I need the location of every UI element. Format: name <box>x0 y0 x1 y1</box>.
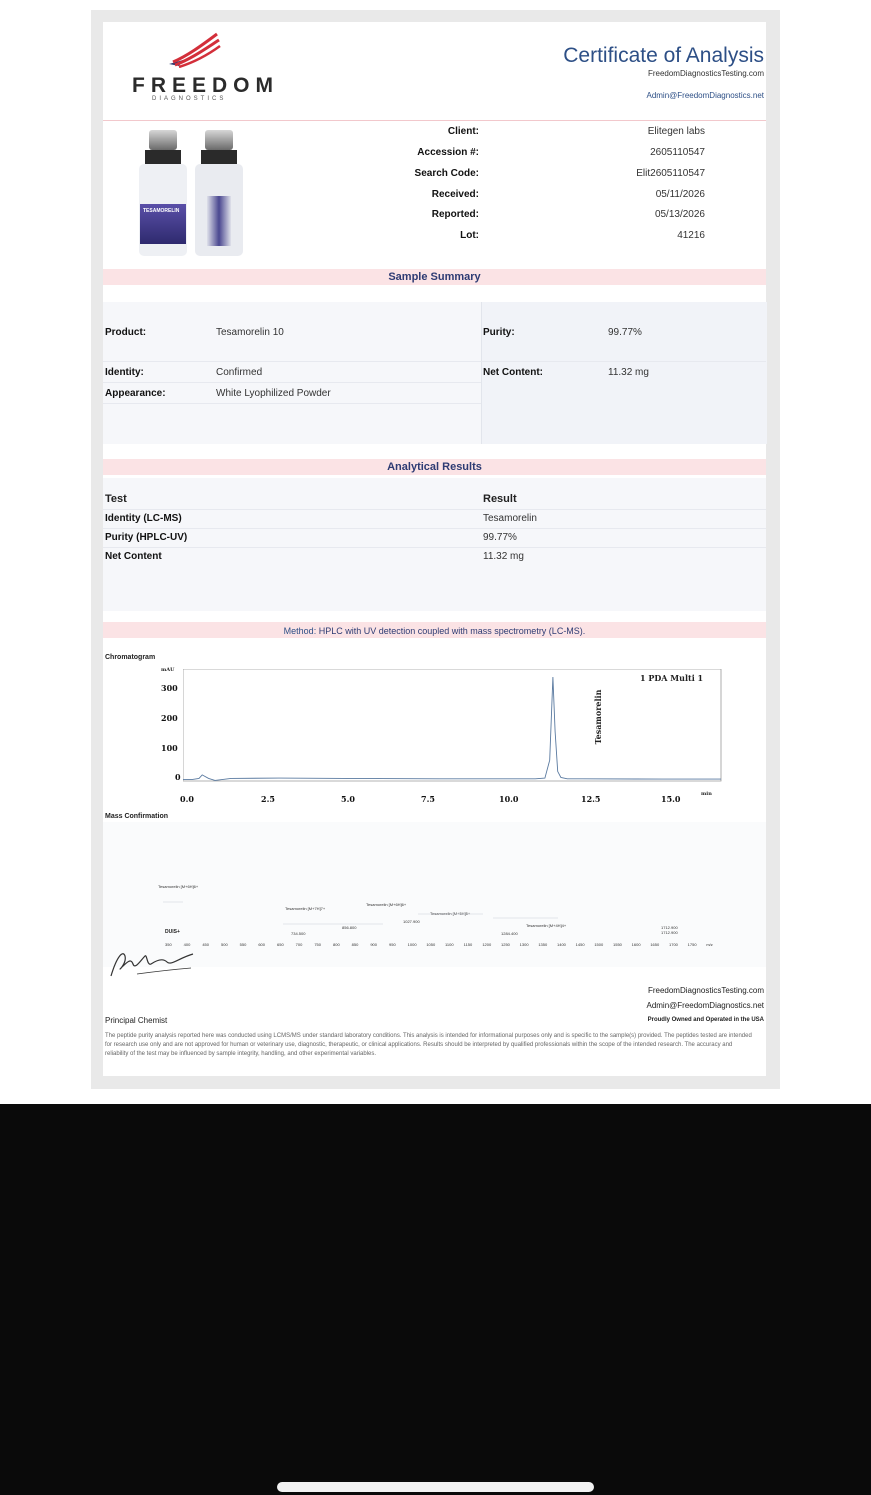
mass-axis-tick: 1750 <box>687 942 697 947</box>
x-axis-unit: min <box>701 791 712 797</box>
sample-summary-title: Sample Summary <box>388 271 481 283</box>
header-email[interactable]: Admin@FreedomDiagnostics.net <box>646 91 764 100</box>
result-row-test: Purity (HPLC-UV) <box>105 532 188 543</box>
mass-axis-tick: 700 <box>295 942 303 947</box>
flag-swoosh-icon <box>165 32 221 68</box>
results-panel <box>103 478 766 611</box>
chromatogram-label: Chromatogram <box>105 654 156 661</box>
mass-peak-value: 734.500 <box>291 931 306 936</box>
mass-peak-value: 1284.400 <box>501 931 518 936</box>
search-code-label: Search Code: <box>414 168 479 179</box>
result-row-value: 99.77% <box>483 532 517 543</box>
method-line <box>103 626 766 636</box>
mass-axis-tick: 1100 <box>445 942 454 947</box>
mass-axis-tick: 1700 <box>669 942 678 947</box>
mass-axis-tick: 1000 <box>407 942 417 947</box>
footer-site[interactable]: FreedomDiagnosticsTesting.com <box>647 986 764 995</box>
header-site[interactable]: FreedomDiagnosticsTesting.com <box>647 69 764 78</box>
x-tick-label: 0.0 <box>180 794 194 804</box>
mass-axis-tick: 500 <box>221 942 228 947</box>
identity-value: Confirmed <box>216 367 263 378</box>
footer-owned: Proudly Owned and Operated in the USA <box>647 1017 764 1023</box>
net-content-value: 11.32 mg <box>608 367 649 378</box>
mass-peak-label: Tesamorelin [M+6H]6+ <box>366 902 407 907</box>
certificate-document <box>103 22 766 1076</box>
received-label: Received: <box>431 189 479 200</box>
vial-image-right <box>193 130 245 258</box>
purity-value: 99.77% <box>608 327 642 338</box>
mass-axis-tick: 1650 <box>650 942 660 947</box>
reported-label: Reported: <box>431 209 479 220</box>
mass-peak-label: Tesamorelin [M+5H]5+ <box>430 911 471 916</box>
mass-axis-tick: 600 <box>258 942 266 947</box>
series-line <box>183 677 721 780</box>
result-row-test: Net Content <box>105 551 162 562</box>
mass-peak-value: 1027.900 <box>403 919 420 924</box>
net-content-label: Net Content: <box>483 367 543 378</box>
search-code-value: Elit2605110547 <box>636 168 705 179</box>
mass-axis-tick: 350 <box>165 942 172 947</box>
mass-peak-value: 856.800 <box>342 925 357 930</box>
chart-legend: 1 PDA Multi 1 <box>640 673 704 683</box>
mass-axis-tick: 1200 <box>482 942 492 947</box>
accession-value: 2605110547 <box>650 147 705 158</box>
x-tick-label: 2.5 <box>261 794 275 804</box>
mass-axis-tick: 1450 <box>575 942 585 947</box>
mass-axis-tick: 1550 <box>613 942 622 947</box>
mass-axis-tick: 950 <box>389 942 396 947</box>
method-prefix: Method: <box>283 626 317 636</box>
result-row-value: Tesamorelin <box>483 513 537 524</box>
mass-axis-tick: 1250 <box>501 942 510 947</box>
identity-label: Identity: <box>105 367 144 378</box>
x-tick-label: 15.0 <box>661 794 681 804</box>
result-row-test: Identity (LC-MS) <box>105 513 182 524</box>
result-row-value: 11.32 mg <box>483 551 524 562</box>
mass-axis-tick: 450 <box>202 942 210 947</box>
home-indicator[interactable] <box>277 1482 594 1492</box>
y-tick-label: 100 <box>161 743 178 753</box>
results-header-result: Result <box>483 493 517 505</box>
mass-axis-tick: 750 <box>314 942 322 947</box>
mass-axis-tick: 650 <box>277 942 284 947</box>
received-value: 05/11/2026 <box>655 189 705 200</box>
accession-label: Accession #: <box>417 147 479 158</box>
mass-peak-label: Tesamorelin [M+6H]6+ <box>158 884 199 889</box>
plot-frame <box>183 669 721 781</box>
mass-axis-tick: m/z <box>706 942 713 947</box>
signatory-role: Principal Chemist <box>105 1016 168 1025</box>
client-value: Elitegen labs <box>647 126 705 137</box>
appearance-value: White Lyophilized Powder <box>216 388 331 399</box>
mass-axis-tick: 1500 <box>594 942 604 947</box>
x-tick-label: 12.5 <box>581 794 601 804</box>
signature-image <box>107 946 197 980</box>
purity-label: Purity: <box>483 327 515 338</box>
mass-axis-tick: 1050 <box>426 942 436 947</box>
method-text: HPLC with UV detection coupled with mass spectrometry (LC-MS). <box>318 626 586 636</box>
product-value: Tesamorelin 10 <box>216 327 284 338</box>
y-tick-label: 300 <box>161 683 178 693</box>
mass-confirmation-label: Mass Confirmation <box>105 813 169 820</box>
mass-source-label: DUIS+ <box>165 929 180 935</box>
disclaimer-text: The peptide purity analysis reported here was conducted using LCMS/MS under standard laboratory conditions. This analysis is intended for informational purposes only and is specific to the sample(s) provided. The peptides tested are intended for research use only and are not approved for human or veterinary use, diagnostic, therapeutic, or clinical applications. Results should be interpreted by qualified professionals within the scope of the intended research. The accuracy and reliability of the test may be influenced by sample integrity, handling, and other experimental variables. <box>105 1033 752 1057</box>
mass-axis-tick: 550 <box>239 942 247 947</box>
y-tick-label: 0 <box>175 772 181 782</box>
mass-axis-tick: 1400 <box>557 942 566 947</box>
vial-label-text: TESAMORELIN <box>143 208 180 214</box>
brand-subtitle: DIAGNOSTICS <box>152 96 227 102</box>
results-header-test: Test <box>105 493 127 505</box>
mass-axis-tick: 1600 <box>631 942 641 947</box>
reported-value: 05/13/2026 <box>654 209 705 220</box>
x-tick-label: 10.0 <box>499 794 519 804</box>
y-axis-unit: mAU <box>161 667 175 673</box>
x-tick-label: 7.5 <box>421 794 435 804</box>
analytical-results-title: Analytical Results <box>387 461 482 473</box>
mass-peak-label: Tesamorelin [M+7H]7+ <box>285 906 326 911</box>
mass-axis-tick: 900 <box>370 942 378 947</box>
product-label: Product: <box>105 327 147 338</box>
appearance-label: Appearance: <box>105 388 166 399</box>
page-title: Certificate of Analysis <box>563 44 764 67</box>
footer-email[interactable]: Admin@FreedomDiagnostics.net <box>646 1001 764 1010</box>
lot-value: 41216 <box>677 230 705 241</box>
mass-axis-tick: 800 <box>333 942 340 947</box>
mass-axis <box>165 942 725 950</box>
mass-axis-tick: 1350 <box>538 942 548 947</box>
lot-label: Lot: <box>460 230 479 241</box>
mass-axis-tick: 1150 <box>463 942 473 947</box>
mass-axis-tick: 400 <box>183 942 191 947</box>
mass-axis-tick: 1300 <box>519 942 529 947</box>
brand-name: FREEDOM <box>132 74 279 97</box>
mass-peak-label: Tesamorelin [M+4H]4+ <box>526 923 567 928</box>
header-divider <box>103 120 766 121</box>
peak-label: Tesamorelin <box>593 689 603 745</box>
mass-peak-value: 1712.900 <box>661 930 678 935</box>
client-label: Client: <box>447 126 479 137</box>
mass-axis-tick: 850 <box>351 942 359 947</box>
vial-image-left <box>137 130 189 258</box>
x-tick-label: 5.0 <box>341 794 355 804</box>
mass-spectrum-baseline <box>163 894 723 934</box>
mass-peak-value: 1712.900 <box>661 925 678 930</box>
chromatogram-chart <box>183 669 723 787</box>
y-tick-label: 200 <box>161 713 178 723</box>
